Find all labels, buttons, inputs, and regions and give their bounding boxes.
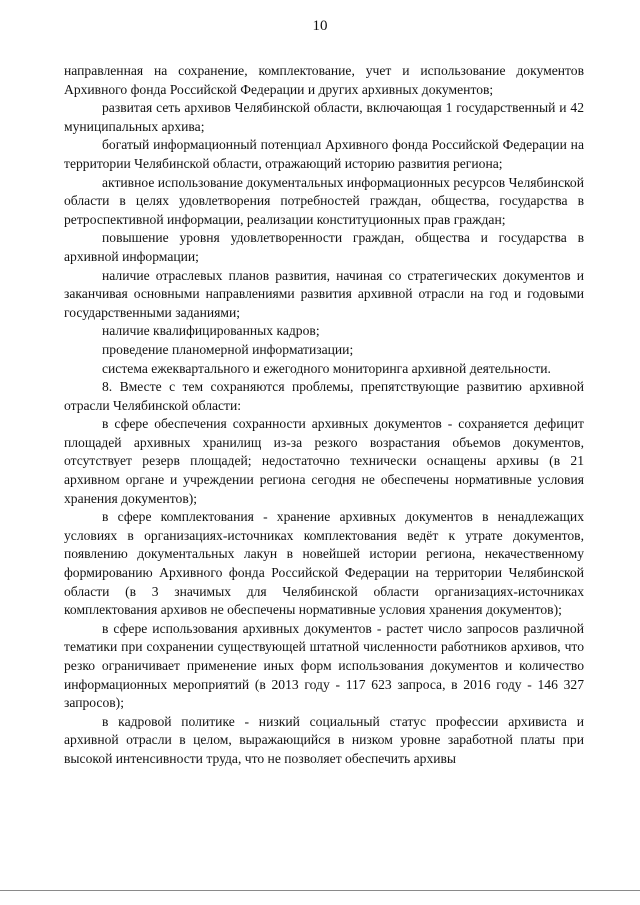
paragraph: в сфере использования архивных документов - растет число запросов различной тематики при сохранении существующей штатной численности работников архивов, что резко ограничивает применение иных форм использования документов и количество информационных мероприятий (в 2013 году - 117 623 запроса, в 2016 году - 146 327 запросов); xyxy=(64,620,584,711)
paragraph: 8. Вместе с тем сохраняются проблемы, препятствующие развитию архивной отрасли Челябинской области: xyxy=(64,379,584,413)
paragraph: богатый информационный потенциал Архивного фонда Российской Федерации на территории Челябинской области, отражающий историю развития региона; xyxy=(64,137,584,171)
paragraph: проведение планомерной информатизации; xyxy=(102,341,354,357)
paragraph: направленная на сохранение, комплектование, учет и использование документов Архивного фонда Российской Федерации и других архивных документов; xyxy=(64,63,584,97)
page-number: 10 xyxy=(312,18,328,34)
paragraph: в кадровой политике - низкий социальный статус профессии архивиста и архивной отрасли в целом, выражающийся в низком уровне заработной платы при высокой интенсивности труда, что не позволяет обеспечить архивы xyxy=(64,713,584,766)
paragraph: развитая сеть архивов Челябинской области, включающая 1 государственный и 42 муниципальных архива; xyxy=(64,100,584,134)
bottom-divider xyxy=(0,890,640,891)
paragraph: в сфере обеспечения сохранности архивных документов - сохраняется дефицит площадей архивных хранилищ из-за резкого возрастания объемов документов, отсутствует резерв площадей; недостаточно технически оснащены архивы (в 21 архивном органе и учреждении региона сегодня не обеспечены нормативные условия хранения документов); xyxy=(64,416,584,506)
paragraph: активное использование документальных информационных ресурсов Челябинской области в целях удовлетворения потребностей граждан, общества, государства в ретроспективной информации, реализации конституционных прав граждан; xyxy=(64,174,584,227)
paragraph: система ежеквартального и ежегодного мониторинга архивной деятельности. xyxy=(102,360,551,376)
paragraph: повышение уровня удовлетворенности граждан, общества и государства в архивной информации; xyxy=(64,230,584,264)
paragraph: наличие квалифицированных кадров; xyxy=(102,323,320,339)
document-body xyxy=(64,62,584,769)
paragraph: наличие отраслевых планов развития, начиная со стратегических документов и заканчивая основными направлениями развития архивной отрасли на год и годовыми государственными заданиями; xyxy=(64,267,584,320)
paragraph: в сфере комплектования - хранение архивных документов в ненадлежащих условиях в организациях-источниках комплектования ведёт к утрате документов, появлению документальных лакун в новейшей истории региона, некачественному формированию Архивного фонда Российской Федерации на территории Челябинской области (в 3 значимых для Челябинской области организациях-источниках комплектования архивов не обеспечены нормативные условия хранения документов); xyxy=(64,509,584,618)
